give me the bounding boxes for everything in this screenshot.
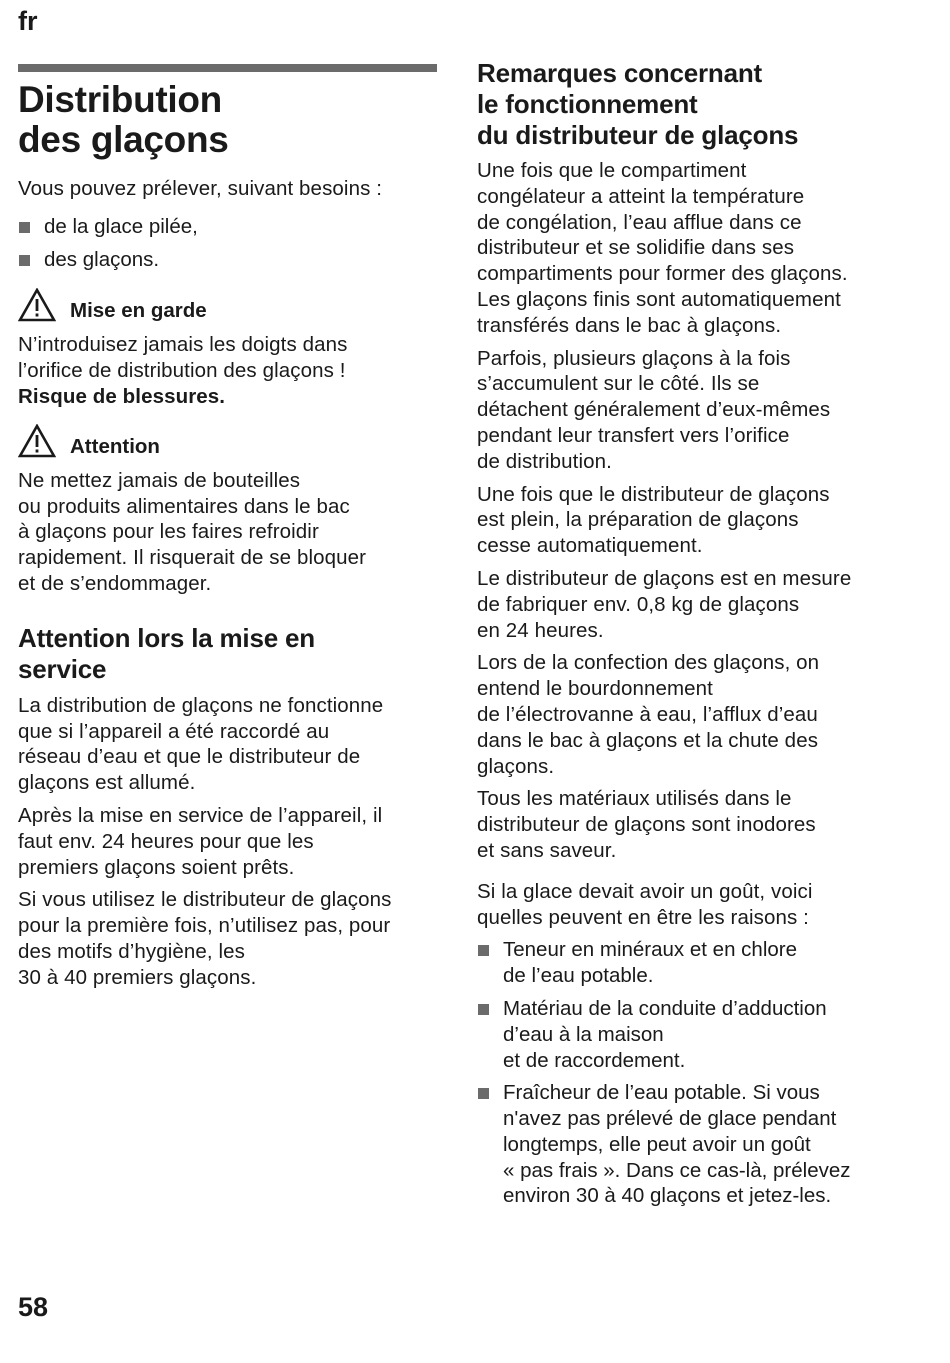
text-line: Lors de la confection des glaçons, on [477, 651, 820, 675]
text-line: environ 30 à 40 glaçons et jetez-les. [503, 1184, 832, 1208]
text-line: cesse automatiquement. [477, 534, 703, 558]
paragraph [18, 803, 443, 880]
page-title [18, 80, 443, 160]
heading-line: Attention lors la mise en [18, 622, 315, 653]
text-line: N’introduisez jamais les doigts dans [18, 333, 348, 357]
text-line: n'avez pas prélevé de glace pendant [503, 1107, 837, 1131]
text-line: longtemps, elle peut avoir un goût [503, 1132, 811, 1156]
text-line: et sans saveur. [477, 838, 617, 862]
injury-risk-text: Risque de blessures. [18, 384, 226, 408]
text-line: de distribution. [477, 449, 612, 473]
text-line: Le distributeur de glaçons est en mesure [477, 566, 852, 590]
right-column [477, 58, 917, 1209]
text-line: est plein, la préparation de glaçons [477, 508, 799, 532]
text-line: quelles peuvent en être les raisons : [477, 905, 809, 929]
text-line: Teneur en minéraux et en chlore [503, 938, 798, 962]
text-line: glaçons est allumé. [18, 771, 196, 795]
text-line: et de s’endommager. [18, 571, 212, 595]
text-line: à glaçons pour les faires refroidir [18, 520, 319, 544]
caution-text [18, 468, 443, 597]
text-line: pendant leur transfert vers l’orifice [477, 423, 790, 447]
list-item-text: de la glace pilée, [44, 214, 198, 238]
paragraph [477, 482, 917, 559]
title-line: Distribution [18, 79, 222, 120]
text-line: Fraîcheur de l’eau potable. Si vous [503, 1081, 820, 1105]
text-line: en 24 heures. [477, 618, 604, 642]
paragraph [477, 566, 917, 643]
square-bullet-icon [478, 945, 489, 956]
text-line: Parfois, plusieurs glaçons à la fois [477, 346, 791, 370]
section-heading [18, 623, 443, 685]
reasons-list [477, 937, 917, 1209]
text-line: « pas frais ». Dans ce cas-là, prélevez [503, 1158, 851, 1182]
text-line: réseau d’eau et que le distributeur de [18, 745, 361, 769]
square-bullet-icon [19, 255, 30, 266]
title-line: des glaçons [18, 119, 229, 160]
square-bullet-icon [19, 222, 30, 233]
text-line: premiers glaçons soient prêts. [18, 855, 295, 879]
text-line: dans le bac à glaçons et la chute des [477, 728, 819, 752]
caution-heading [18, 418, 443, 458]
text-line: détachent généralement d’eux-mêmes [477, 398, 831, 422]
text-line: Une fois que le distributeur de glaçons [477, 482, 830, 506]
paragraph [477, 786, 917, 863]
text-line: Une fois que le compartiment [477, 159, 747, 182]
list-item [477, 1080, 917, 1209]
text-line: Après la mise en service de l’appareil, il [18, 803, 383, 827]
warning-heading [18, 282, 443, 322]
caution-label: Attention [70, 434, 160, 458]
warning-triangle-icon [18, 424, 56, 458]
heading-line: le fonctionnement [477, 89, 698, 119]
list-item [18, 214, 443, 240]
square-bullet-icon [478, 1088, 489, 1099]
paragraph [477, 346, 917, 475]
list-item [477, 996, 917, 1073]
warning-text [18, 332, 443, 409]
language-code: fr [18, 6, 38, 36]
text-line: que si l’appareil a été raccordé au [18, 719, 330, 743]
text-line: et de raccordement. [503, 1048, 686, 1072]
taste-intro [477, 879, 917, 931]
text-line: de l’eau potable. [503, 964, 654, 988]
paragraph [477, 158, 917, 339]
text-line: rapidement. Il risquerait de se bloquer [18, 546, 367, 570]
text-line: entend le bourdonnement [477, 677, 713, 701]
square-bullet-icon [478, 1004, 489, 1015]
text-line: Ne mettez jamais de bouteilles [18, 468, 301, 492]
text-line: glaçons. [477, 754, 555, 778]
text-line: pour la première fois, n’utilisez pas, pour [18, 914, 391, 938]
list-item [477, 937, 917, 989]
text-line: Si vous utilisez le distributeur de glaçons [18, 888, 392, 912]
text-line: de l’électrovanne à eau, l’afflux d’eau [477, 702, 818, 726]
text-line: 30 à 40 premiers glaçons. [18, 965, 257, 989]
text-line: Les glaçons finis sont automatiquement [477, 287, 841, 311]
text-line: La distribution de glaçons ne fonctionne [18, 693, 384, 717]
intro-text: Vous pouvez prélever, suivant besoins : [18, 177, 383, 200]
list-item [18, 247, 443, 273]
text-line: transférés dans le bac à glaçons. [477, 313, 782, 337]
paragraph [477, 650, 917, 779]
text-line: ou produits alimentaires dans le bac [18, 494, 350, 518]
page-number: 58 [18, 1292, 49, 1322]
heading-line: du distributeur de glaçons [477, 120, 799, 150]
list-item-text: des glaçons. [44, 247, 160, 271]
text-line: faut env. 24 heures pour que les [18, 829, 314, 853]
options-list [18, 214, 443, 273]
left-column [18, 80, 443, 991]
warning-triangle-icon [18, 288, 56, 322]
section-heading [477, 58, 917, 151]
text-line: de congélation, l’eau afflue dans ce [477, 210, 802, 234]
text-line: s’accumulent sur le côté. Ils se [477, 372, 760, 396]
text-line: l’orifice de distribution des glaçons ! [18, 359, 346, 383]
text-line: Matériau de la conduite d’adduction [503, 996, 827, 1020]
text-line: distributeur de glaçons sont inodores [477, 813, 816, 837]
text-line: des motifs d’hygiène, les [18, 939, 245, 963]
text-line: d’eau à la maison [503, 1022, 664, 1046]
heading-line: Remarques concernant [477, 58, 762, 88]
text-line: Si la glace devait avoir un goût, voici [477, 879, 813, 903]
text-line: distributeur et se solidifie dans ses [477, 236, 795, 260]
text-line: Tous les matériaux utilisés dans le [477, 787, 792, 811]
text-line: congélateur a atteint la température [477, 184, 805, 208]
text-line: de fabriquer env. 0,8 kg de glaçons [477, 592, 800, 616]
paragraph [18, 887, 443, 990]
heading-line: service [18, 653, 107, 684]
section-rule [18, 64, 437, 72]
warning-label: Mise en garde [70, 299, 207, 323]
paragraph [18, 693, 443, 796]
text-line: compartiments pour former des glaçons. [477, 262, 848, 286]
